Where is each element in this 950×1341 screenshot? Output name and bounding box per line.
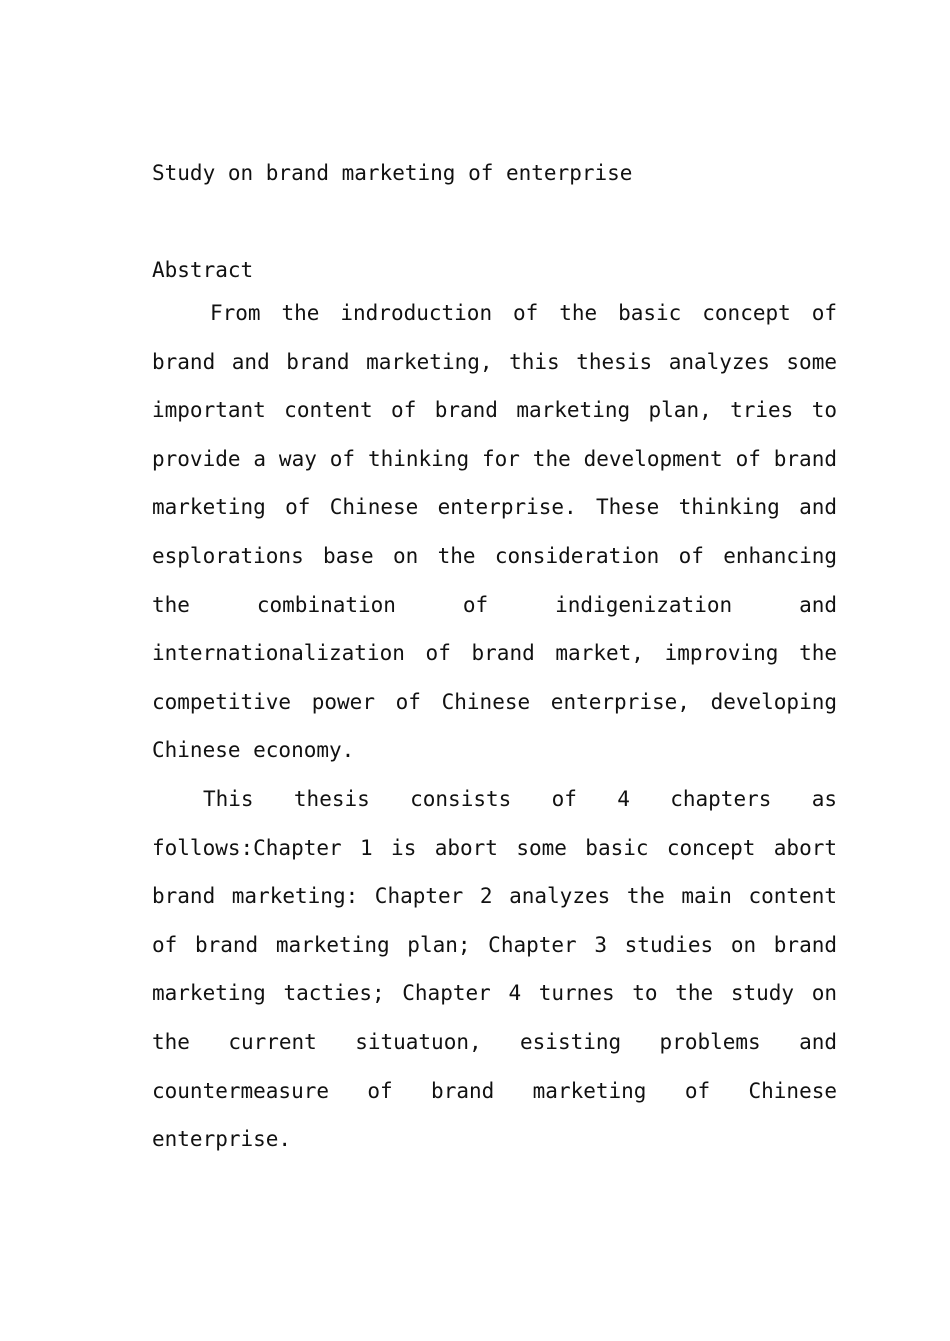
document-title: Study on brand marketing of enterprise <box>152 161 633 185</box>
abstract-heading: Abstract <box>152 258 254 282</box>
document-body <box>152 155 837 1164</box>
abstract-paragraph-2: This thesis consists of 4 chapters as follows:Chapter 1 is abort some basic concept abort brand marketing: Chapter 2 analyzes the main content of brand marketing plan; Chapter 3 studies on brand marketing tacties; Chapter 4 turnes to the study on the current situatuon, esisting problems and countermeasure of brand marketing of Chinese enterprise. <box>152 786 837 1152</box>
abstract-paragraph-1: From the indroduction of the basic concept of brand and brand marketing, this thesis analyzes some important content of brand marketing plan, tries to provide a way of thinking for the development of brand marketing of Chinese enterprise. These thinking and esplorations base on the consideration of enhancing the combination of indigenization and internationalization of brand market, improving the competitive power of Chinese enterprise, developing Chinese economy. <box>152 301 837 763</box>
